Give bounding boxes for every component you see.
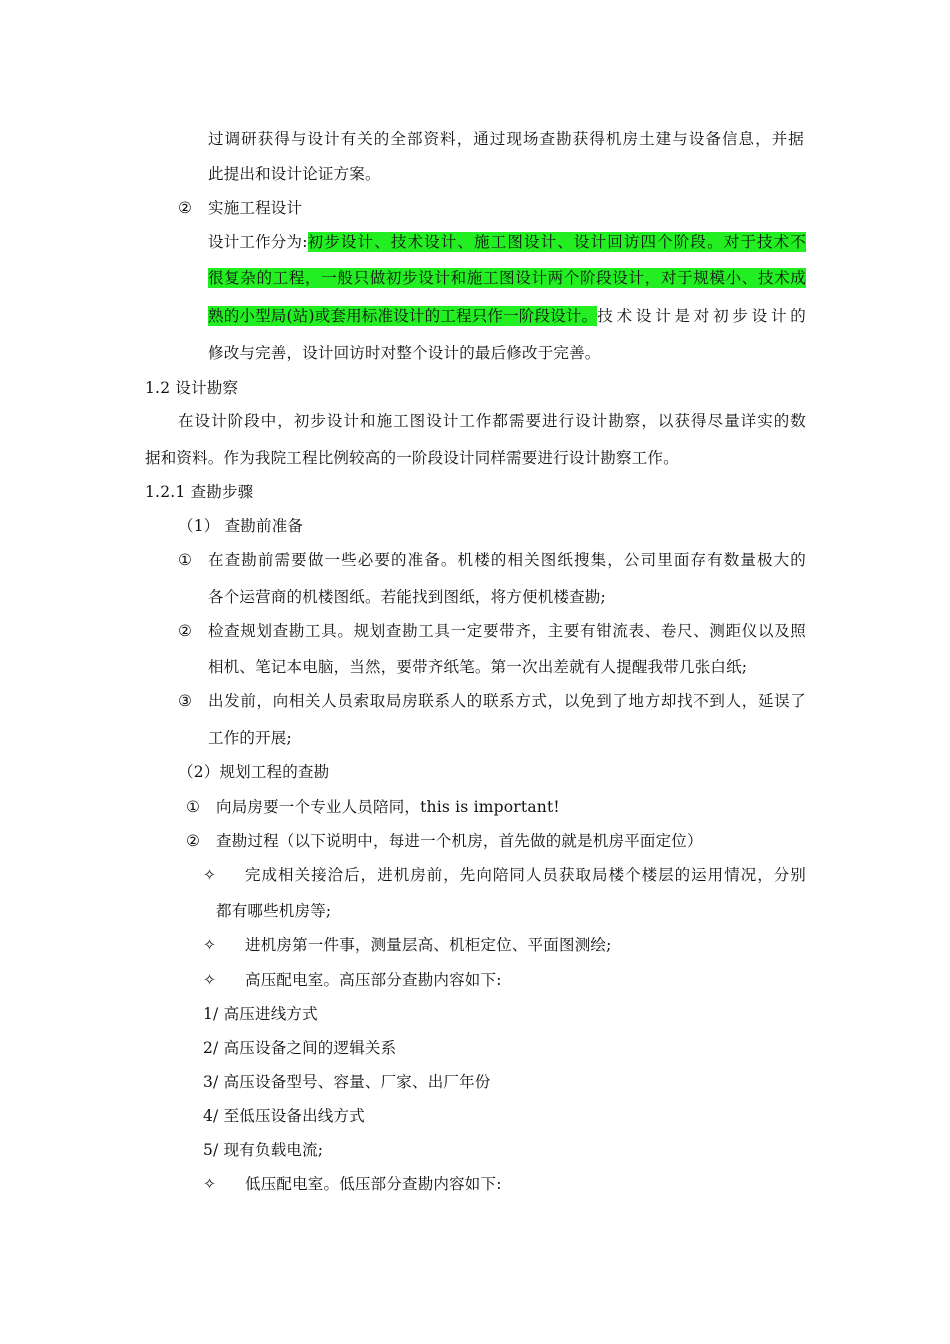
hv-list-item: 3/ 高压设备型号、容量、厂家、出厂年份 bbox=[203, 1073, 491, 1091]
hv-list-item: 5/ 现有负载电流; bbox=[203, 1141, 324, 1159]
prep-title: （1） 查勘前准备 bbox=[178, 517, 304, 535]
bullet-diamond-icon: ✧ bbox=[203, 971, 217, 989]
intro-line-1: 过调研获得与设计有关的全部资料，通过现场查勘获得机房土建与设备信息，并据 bbox=[208, 130, 804, 148]
prep-item-1-line-1: 在查勘前需要做一些必要的准备。机楼的相关图纸搜集，公司里面存有数量极大的 bbox=[208, 551, 806, 569]
impl-tail-3: 技术设计是对初步设计的 bbox=[597, 307, 806, 325]
section-1-2-heading: 1.2 设计勘察 bbox=[145, 379, 239, 397]
plan-item-2-marker: ② bbox=[186, 832, 201, 850]
impl-highlight-3: 熟的小型局(站)或套用标准设计的工程只作一阶段设计。 bbox=[208, 307, 598, 325]
intro-line-2: 此提出和设计论证方案。 bbox=[208, 165, 381, 183]
bullet-1-line-1: 完成相关接洽后，进机房前，先向陪同人员获取局楼个楼层的运用情况，分别 bbox=[245, 866, 806, 884]
bullet-diamond-icon: ✧ bbox=[203, 1175, 217, 1193]
bullet-4-line-1: 低压配电室。低压部分查勘内容如下: bbox=[245, 1175, 502, 1193]
section-1-2-para-1: 在设计阶段中，初步设计和施工图设计工作都需要进行设计勘察，以获得尽量详实的数 bbox=[178, 412, 806, 430]
prep-item-2-line-2: 相机、笔记本电脑，当然，要带齐纸笔。第一次出差就有人提醒我带几张白纸; bbox=[208, 658, 748, 676]
hv-list-item: 2/ 高压设备之间的逻辑关系 bbox=[203, 1039, 397, 1057]
impl-line-4: 修改与完善，设计回访时对整个设计的最后修改于完善。 bbox=[208, 344, 601, 362]
impl-highlight-2: 很复杂的工程，一般只做初步设计和施工图设计两个阶段设计，对于规模小、技术成 bbox=[208, 269, 806, 287]
prep-item-1-line-2: 各个运营商的机楼图纸。若能找到图纸，将方便机楼查勘; bbox=[208, 588, 606, 606]
prep-item-3-line-2: 工作的开展; bbox=[208, 729, 292, 747]
hv-list-item: 4/ 至低压设备出线方式 bbox=[203, 1107, 365, 1125]
hv-list-item: 1/ 高压进线方式 bbox=[203, 1005, 318, 1023]
impl-title: 实施工程设计 bbox=[208, 199, 303, 217]
impl-highlight-1: 初步设计、技术设计、施工图设计、设计回访四个阶段。对于技术不 bbox=[307, 233, 806, 251]
bullet-3-line-1: 高压配电室。高压部分查勘内容如下: bbox=[245, 971, 502, 989]
bullet-diamond-icon: ✧ bbox=[203, 936, 217, 954]
impl-marker: ② bbox=[178, 199, 193, 217]
impl-line-1 bbox=[208, 232, 806, 252]
plan-item-1-marker: ① bbox=[186, 798, 201, 816]
impl-line-3 bbox=[208, 306, 806, 326]
plan-item-2-text: 查勘过程（以下说明中，每进一个机房，首先做的就是机房平面定位） bbox=[216, 832, 703, 850]
impl-lead: 设计工作分为: bbox=[208, 233, 308, 251]
prep-item-3-marker: ③ bbox=[178, 692, 193, 710]
plan-title: （2）规划工程的查勘 bbox=[178, 763, 330, 781]
prep-item-3-line-1: 出发前，向相关人员索取局房联系人的联系方式，以免到了地方却找不到人，延误了 bbox=[208, 692, 806, 710]
section-1-2-para-2: 据和资料。作为我院工程比例较高的一阶段设计同样需要进行设计勘察工作。 bbox=[145, 449, 679, 467]
bullet-2-line-1: 进机房第一件事，测量层高、机柜定位、平面图测绘; bbox=[245, 936, 612, 954]
section-1-2-1-heading: 1.2.1 查勘步骤 bbox=[145, 483, 254, 501]
prep-item-2-line-1: 检查规划查勘工具。规划查勘工具一定要带齐，主要有钳流表、卷尺、测距仪以及照 bbox=[208, 622, 806, 640]
bullet-diamond-icon: ✧ bbox=[203, 866, 217, 884]
prep-item-2-marker: ② bbox=[178, 622, 193, 640]
prep-item-1-marker: ① bbox=[178, 551, 193, 569]
bullet-1-line-2: 都有哪些机房等; bbox=[216, 902, 332, 920]
plan-item-1-text: 向局房要一个专业人员陪同，this is important! bbox=[216, 798, 560, 816]
